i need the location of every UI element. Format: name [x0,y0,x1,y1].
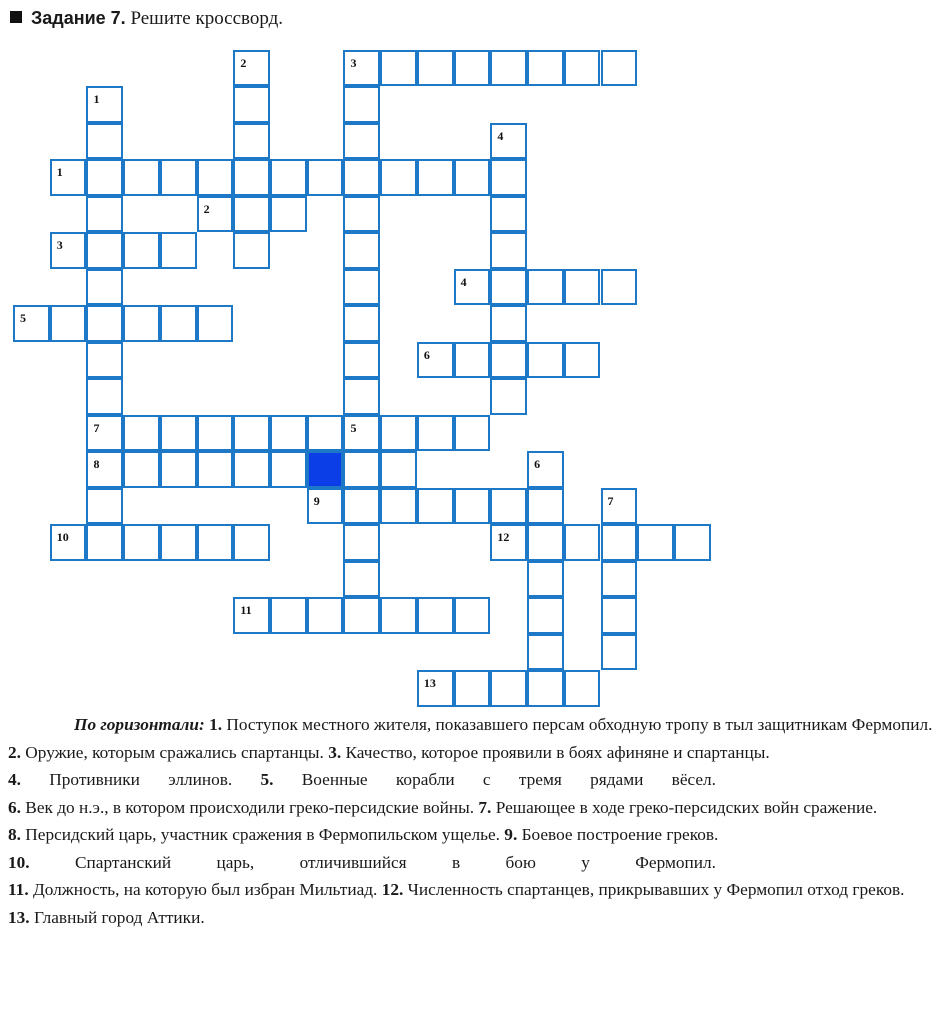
crossword-cell[interactable] [86,159,123,196]
crossword-cell[interactable] [343,196,380,233]
clue-item: 6. Век до н.э., в котором происходили греко-персидские войны. [8,797,475,817]
crossword-cell[interactable] [454,597,491,634]
crossword-cell[interactable] [490,670,527,707]
crossword-cell[interactable] [343,342,380,379]
crossword-cell[interactable] [601,488,638,525]
crossword-cell[interactable] [160,232,197,269]
crossword-cell[interactable] [674,524,711,561]
clue-number: 13 [423,676,436,690]
crossword-cell[interactable] [123,415,160,452]
crossword-cell[interactable] [343,50,380,87]
crossword-cell[interactable] [454,670,491,707]
crossword-cell[interactable] [343,86,380,123]
crossword-cell[interactable] [637,524,674,561]
crossword-cell[interactable] [160,415,197,452]
crossword-cell[interactable] [86,524,123,561]
crossword-cell[interactable] [50,305,87,342]
crossword-cell[interactable] [417,415,454,452]
clue-item: 5. Военные корабли с тремя рядами вёсел. [260,770,716,789]
crossword-cell[interactable] [270,451,307,488]
crossword-cell[interactable] [123,159,160,196]
crossword-cell[interactable] [233,415,270,452]
clue-number: 8 [93,457,100,471]
crossword-cell[interactable] [417,50,454,87]
crossword-cell[interactable] [601,269,638,306]
clue-number: 7 [93,420,100,435]
crossword-cell[interactable] [454,415,491,452]
crossword-cell[interactable] [343,123,380,160]
crossword-cell[interactable] [123,524,160,561]
crossword-cell[interactable] [343,269,380,306]
crossword-cell[interactable] [417,342,454,379]
crossword-cell[interactable] [417,159,454,196]
crossword-cell[interactable] [86,269,123,306]
crossword-cell[interactable] [564,269,601,306]
crossword-cell[interactable] [343,561,380,598]
crossword-cell[interactable] [50,232,87,269]
filled-cell[interactable] [307,451,344,488]
crossword-cell[interactable] [307,159,344,196]
crossword-cell[interactable] [343,378,380,415]
crossword-cell[interactable] [270,597,307,634]
crossword-cell[interactable] [490,232,527,269]
crossword-cell[interactable] [123,305,160,342]
crossword-cell[interactable] [601,597,638,634]
crossword-cell[interactable] [86,232,123,269]
clues-block [8,711,932,931]
crossword-cell[interactable] [454,159,491,196]
crossword-cell[interactable] [86,342,123,379]
clues-line [8,711,932,739]
crossword-cell[interactable] [417,488,454,525]
clue-number: 6 [423,347,430,362]
clue-item: 11. Должность, на которую был избран Мильтиад. [8,880,378,899]
crossword-cell[interactable] [380,597,417,634]
clues-line [8,766,716,794]
crossword-cell[interactable] [527,50,564,87]
crossword-cell[interactable] [233,196,270,233]
crossword-cell[interactable] [86,488,123,525]
crossword-cell[interactable] [160,159,197,196]
crossword-cell[interactable] [123,451,160,488]
crossword-cell[interactable] [86,196,123,233]
crossword-cell[interactable] [50,159,87,196]
crossword-cell[interactable] [86,305,123,342]
task-label: Задание 7. [31,8,126,28]
clue-number: 10 [56,530,69,544]
crossword-cell[interactable] [307,488,344,525]
crossword-cell[interactable] [270,196,307,233]
crossword-cell[interactable] [233,524,270,561]
crossword-cell[interactable] [197,305,234,342]
crossword-cell[interactable] [307,597,344,634]
crossword-cell[interactable] [86,86,123,123]
crossword-cell[interactable] [197,196,234,233]
clue-number: 3 [350,55,357,70]
crossword-cell[interactable] [343,415,380,452]
task-instruction: Решите кроссворд. [130,8,284,29]
crossword-cell[interactable] [564,342,601,379]
crossword-cell[interactable] [343,232,380,269]
clues-line [8,876,905,904]
clue-item: 7. Решающее в ходе греко-персидских войн сражение. [478,797,878,817]
crossword-cell[interactable] [490,269,527,306]
clue-item: 8. Персидский царь, участник сражения в Фермопильском ущелье. [8,825,500,844]
crossword-cell[interactable] [601,561,638,598]
clue-item: 4. Противники эллинов. [8,770,233,789]
crossword-cell[interactable] [601,634,638,671]
clue-number: 1 [93,92,100,106]
clue-item: 2. Оружие, которым сражались спартанцы. [8,742,324,762]
crossword-cell[interactable] [343,597,380,634]
crossword-cell[interactable] [454,342,491,379]
crossword-cell[interactable] [343,488,380,525]
crossword-cell[interactable] [454,488,491,525]
crossword-cell[interactable] [527,597,564,634]
clue-number: 7 [607,493,614,508]
crossword-cell[interactable] [564,670,601,707]
clue-number: 11 [240,603,252,617]
crossword-cell[interactable] [490,159,527,196]
crossword-cell[interactable] [490,123,527,160]
clue-item: 12. Численность спартанцев, прикрывавших у Фермопил отход греков. [381,880,905,899]
crossword-cell[interactable] [601,524,638,561]
clue-item: 13. Главный город Аттики. [8,907,205,927]
crossword-cell[interactable] [380,415,417,452]
crossword-cell[interactable] [86,123,123,160]
clue-item: 9. Боевое построение греков. [504,825,719,844]
crossword-cell[interactable] [527,524,564,561]
clue-item: 3. Качество, которое проявили в боях афиняне и спартанцы. [328,742,770,762]
crossword-cell[interactable] [233,123,270,160]
crossword-cell[interactable] [380,159,417,196]
crossword-cell[interactable] [233,86,270,123]
crossword-cell[interactable] [86,415,123,452]
crossword-cell[interactable] [343,524,380,561]
clue-number: 9 [313,493,320,508]
clues-line [8,739,770,767]
crossword-cell[interactable] [160,451,197,488]
crossword-cell[interactable] [527,561,564,598]
crossword-cell[interactable] [527,342,564,379]
crossword-cell[interactable] [343,305,380,342]
crossword-cell[interactable] [564,50,601,87]
crossword-cell[interactable] [527,451,564,488]
clues-line [8,904,716,932]
clues-line [8,794,878,822]
crossword-cell[interactable] [527,670,564,707]
clue-number: 6 [534,457,541,471]
crossword-cell[interactable] [527,269,564,306]
crossword-cell[interactable] [380,488,417,525]
crossword-cell[interactable] [380,451,417,488]
crossword-cell[interactable] [490,305,527,342]
clue-number: 1 [56,165,63,179]
crossword-cell[interactable] [233,159,270,196]
crossword-cell[interactable] [13,305,50,342]
clue-number: 5 [350,420,357,435]
crossword-cell[interactable] [233,597,270,634]
crossword-cell[interactable] [86,451,123,488]
crossword-cell[interactable] [197,524,234,561]
crossword-cell[interactable] [527,634,564,671]
crossword-cell[interactable] [490,196,527,233]
crossword-cell[interactable] [601,50,638,87]
crossword-cell[interactable] [454,50,491,87]
clue-number: 3 [56,238,63,252]
clue-number: 4 [460,274,467,289]
clue-item: 10. Спартанский царь, отличившийся в бою у Фермопил. [8,852,716,872]
crossword-cell[interactable] [197,159,234,196]
clues-line [8,821,719,849]
crossword-cell[interactable] [160,524,197,561]
crossword-cell[interactable] [343,159,380,196]
clue-number: 2 [240,55,247,70]
crossword-cell[interactable] [233,50,270,87]
crossword-cell[interactable] [123,232,160,269]
clue-number: 4 [497,128,504,143]
crossword-cell[interactable] [307,415,344,452]
crossword-cell[interactable] [270,415,307,452]
crossword-cell[interactable] [380,50,417,87]
crossword-cell[interactable] [527,488,564,525]
crossword-cell[interactable] [197,451,234,488]
clues-line [8,849,716,877]
crossword-cell[interactable] [454,269,491,306]
crossword-cell[interactable] [270,159,307,196]
crossword-cell[interactable] [490,488,527,525]
crossword-cell[interactable] [343,451,380,488]
crossword-cell[interactable] [233,232,270,269]
clue-number: 2 [203,201,210,216]
crossword-cell[interactable] [490,342,527,379]
crossword-cell[interactable] [233,451,270,488]
crossword-cell[interactable] [86,378,123,415]
clue-number: 12 [497,530,510,544]
crossword-cell[interactable] [417,597,454,634]
crossword-cell[interactable] [564,524,601,561]
crossword-cell[interactable] [490,378,527,415]
crossword-cell[interactable] [197,415,234,452]
across-header: По горизонтали: [74,715,205,734]
clue-number: 5 [20,311,26,325]
crossword-cell[interactable] [160,305,197,342]
crossword-cell[interactable] [490,50,527,87]
clue-item: 1. Поступок местного жителя, показавшего персам обходную тропу в тыл защитникам Фермопил. [209,715,932,734]
